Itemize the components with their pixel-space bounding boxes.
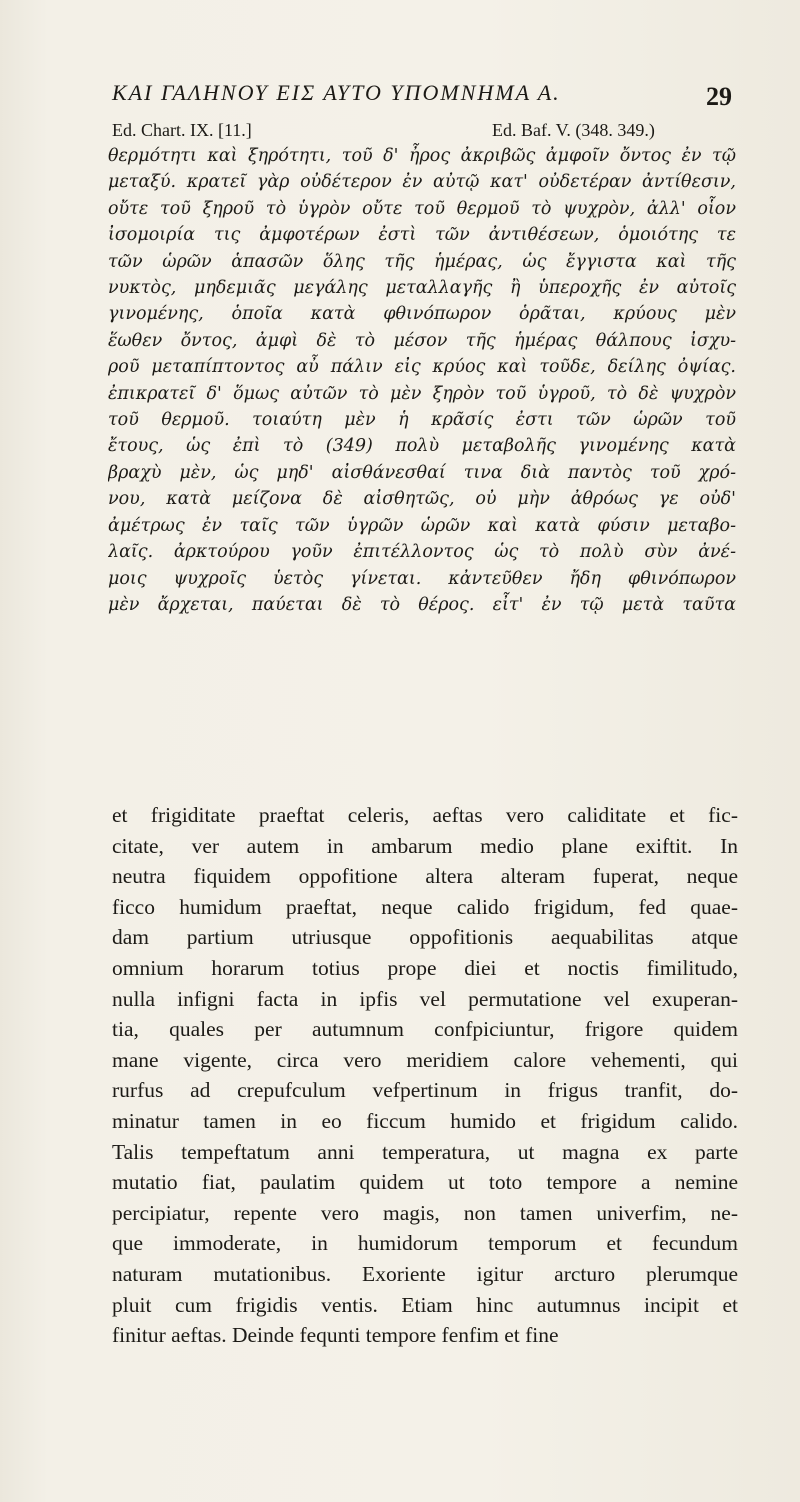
greek-text-line: γινομένης, ὁποῖα κατὰ φθινόπωρον ὁρᾶται, κρύους μὲν [108, 304, 736, 325]
greek-text-line: ἐπικρατεῖ δ' ὅμως αὐτῶν τὸ μὲν ξηρὸν τοῦ ὑγροῦ, τὸ δὲ ψυχρὸν [108, 383, 736, 404]
greek-text-line: μεταξύ. κρατεῖ γὰρ οὐδέτερον ἐν αὐτῷ κατ' οὐδετέραν ἀντίθεσιν, [108, 172, 736, 193]
latin-text-line: Talis tempeftatum anni temperatura, ut magna ex parte [112, 1139, 738, 1164]
greek-text-line: ροῦ μεταπίπτοντος αὖ πάλιν εἰς κρύος καὶ τοῦδε, δείλης ὀψίας. [108, 357, 736, 378]
edition-reference-chartier: Ed. Chart. IX. [11.] [112, 120, 252, 140]
latin-text-line: pluit cum frigidis ventis. Etiam hinc autumnus incipit et [112, 1292, 738, 1317]
latin-text-line: citate, ver autem in ambarum medio plane exiftit. In [112, 833, 738, 858]
greek-text-line: ἕωθεν ὄντος, ἀμφὶ δὲ τὸ μέσον τῆς ἡμέρας θάλπους ἰσχυ- [108, 330, 736, 351]
latin-text-line: finitur aeftas. Deinde fequnti tempore fenfim et fine [112, 1323, 559, 1348]
greek-text-line: βραχὺ μὲν, ὡς μηδ' αἰσθάνεσθαί τινα διὰ παντὸς τοῦ χρό- [108, 462, 736, 483]
page-header [112, 70, 732, 110]
latin-text-line: dam partium utriusque oppofitionis aequabilitas atque [112, 925, 738, 950]
latin-text-line: ficco humidum praeftat, neque calido frigidum, fed quae- [112, 894, 738, 919]
latin-text-line: neutra fiquidem oppofitione altera alteram fuperat, neque [112, 864, 738, 889]
greek-text-line: θερμότητι καὶ ξηρότητι, τοῦ δ' ἦρος ἀκριβῶς ἀμφοῖν ὄντος ἐν τῷ [108, 146, 736, 166]
greek-text-line: λαῖς. ἀρκτούρου γοῦν ἐπιτέλλοντος ὡς τὸ πολὺ σὺν ἀνέ- [108, 542, 736, 563]
running-title: ΚΑΙ ΓΑΛΗΝΟΥ ΕΙΣ ΑΥΤΟ ΥΠΟΜΝΗΜΑ Α. [112, 80, 561, 105]
latin-text-line: naturam mutationibus. Exoriente igitur arcturo plerumque [112, 1261, 738, 1286]
greek-text-line: τῶν ὡρῶν ἁπασῶν ὅλης τῆς ἡμέρας, ὡς ἔγγιστα καὶ τῆς [108, 251, 736, 272]
greek-text-line: νυκτὸς, μηδεμιᾶς μεγάλης μεταλλαγῆς ἢ ὑπεροχῆς ἐν αὐτοῖς [108, 278, 736, 299]
latin-text-line: que immoderate, in humidorum temporum et fecundum [112, 1231, 738, 1256]
edition-references [112, 120, 732, 144]
greek-text-block [108, 143, 736, 618]
greek-text-line: ἰσομοιρία τις ἀμφοτέρων ἐστὶ τῶν ἀντιθέσεων, ὁμοιότης τε [108, 225, 736, 246]
greek-text-line: οὔτε τοῦ ξηροῦ τὸ ὑγρὸν οὔτε τοῦ θερμοῦ τὸ ψυχρὸν, ἀλλ' οἷον [108, 198, 736, 219]
latin-text-line: tia, quales per autumnum confpiciuntur, frigore quidem [112, 1017, 738, 1042]
latin-text-line: mutatio fiat, paulatim quidem ut toto tempore a nemine [112, 1170, 738, 1195]
greek-text-line: μὲν ἄρχεται, παύεται δὲ τὸ θέρος. εἶτ' ἐν τῷ μετὰ ταῦτα [108, 594, 736, 615]
greek-text-line: τοῦ θερμοῦ. τοιαύτη μὲν ἡ κρᾶσίς ἐστι τῶν ὡρῶν τοῦ [108, 410, 736, 431]
greek-text-line: μοις ψυχροῖς ὑετὸς γίνεται. κἀντεῦθεν ἤδη φθινόπωρον [108, 568, 736, 589]
latin-text-line: percipiatur, repente vero magis, non tamen univerfim, ne- [112, 1200, 738, 1225]
latin-text-line: rurfus ad crepufculum vefpertinum in frigus tranfit, do- [112, 1078, 738, 1103]
greek-text-line: ἔτους, ὡς ἐπὶ τὸ (349) πολὺ μεταβολῆς γινομένης κατὰ [108, 436, 736, 457]
latin-text-line: nulla infigni facta in ipfis vel permutatione vel exuperan- [112, 986, 738, 1011]
greek-text-line: νου, κατὰ μείζονα δὲ αἰσθητῶς, οὐ μὴν ἀθρόως γε οὐδ' [108, 489, 736, 510]
latin-translation-block [112, 800, 738, 1351]
edition-reference-basel: Ed. Baf. V. (348. 349.) [492, 120, 655, 140]
page-number: 29 [706, 82, 732, 111]
latin-text-line: omnium horarum totius prope diei et noctis fimilitudo, [112, 955, 738, 980]
latin-text-line: et frigiditate praeftat celeris, aeftas vero caliditate et fic- [112, 803, 738, 827]
latin-text-line: minatur tamen in eo ficcum humido et frigidum calido. [112, 1108, 738, 1133]
greek-text-line: ἀμέτρως ἐν ταῖς τῶν ὑγρῶν ὡρῶν καὶ κατὰ φύσιν μεταβο- [108, 515, 736, 536]
latin-text-line: mane vigente, circa vero meridiem calore vehementi, qui [112, 1047, 738, 1072]
